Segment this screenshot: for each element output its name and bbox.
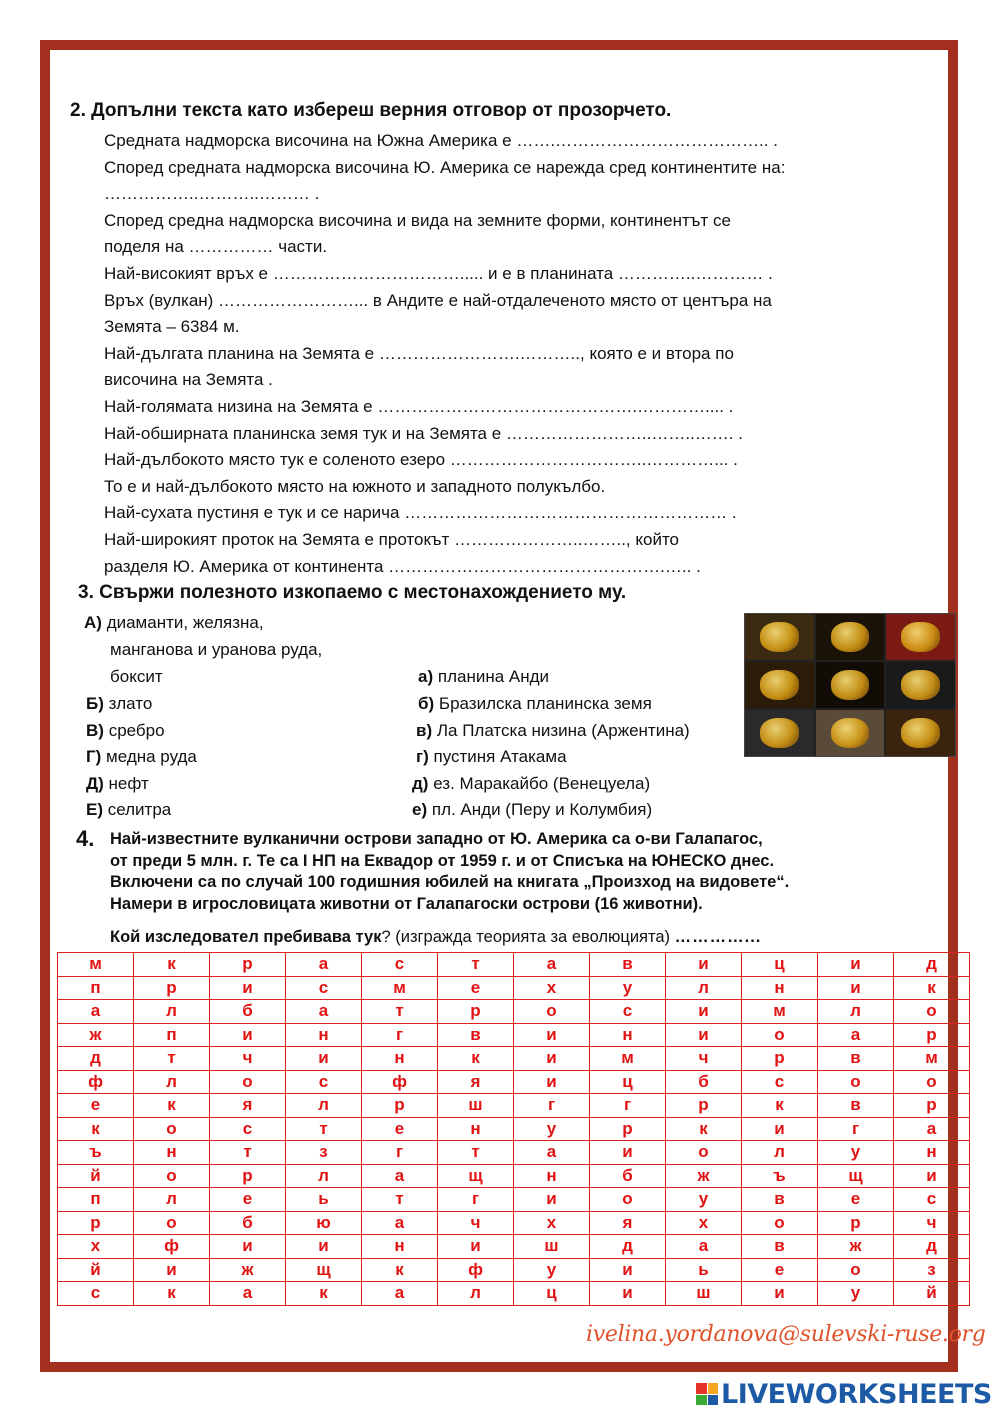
grid-cell[interactable]: ю	[286, 1211, 362, 1235]
grid-cell[interactable]: к	[134, 953, 210, 977]
location-letter: в)	[416, 721, 433, 740]
mineral-letter: В)	[86, 721, 104, 740]
grid-row	[58, 1188, 970, 1212]
grid-cell[interactable]: и	[134, 1258, 210, 1282]
grid-cell[interactable]: ф	[58, 1070, 134, 1094]
grid-cell[interactable]: ж	[210, 1258, 286, 1282]
q2-line: Връх (вулкан) ……………………... в Андите е най-отдалеченото място от центъра на	[104, 290, 772, 310]
grid-cell[interactable]: й	[894, 1282, 970, 1306]
grid-cell[interactable]: т	[134, 1047, 210, 1071]
grid-cell[interactable]: и	[514, 1188, 590, 1212]
grid-cell[interactable]: ь	[286, 1188, 362, 1212]
mineral-text: сребро	[108, 721, 165, 740]
grid-cell[interactable]: м	[58, 953, 134, 977]
grid-cell[interactable]: у	[590, 976, 666, 1000]
grid-cell[interactable]: о	[590, 1188, 666, 1212]
brand-icon-square	[708, 1395, 719, 1406]
grid-cell[interactable]: ш	[666, 1282, 742, 1306]
location-text: планина Анди	[437, 667, 550, 686]
mineral-text: нефт	[108, 774, 149, 793]
grid-cell[interactable]: р	[210, 1164, 286, 1188]
mineral-text: медна руда	[106, 747, 197, 766]
grid-cell[interactable]: ф	[362, 1070, 438, 1094]
grid-cell[interactable]: д	[58, 1047, 134, 1071]
grid-cell[interactable]: р	[438, 1000, 514, 1024]
grid-cell[interactable]: й	[58, 1164, 134, 1188]
grid-cell[interactable]: е	[742, 1258, 818, 1282]
grid-cell[interactable]: р	[590, 1117, 666, 1141]
mineral-item-e	[86, 798, 171, 822]
mineral-item-d	[86, 772, 149, 796]
grid-cell[interactable]: о	[514, 1000, 590, 1024]
grid-row	[58, 953, 970, 977]
question-2-title: 2. Допълни текста като избереш верния отговор от прозорчето.	[70, 100, 672, 121]
word-search-grid	[57, 952, 970, 1306]
grid-cell[interactable]: ч	[666, 1047, 742, 1071]
question-4-text	[110, 829, 789, 915]
grid-cell[interactable]: и	[210, 976, 286, 1000]
grid-cell[interactable]: ц	[514, 1282, 590, 1306]
grid-cell[interactable]: р	[894, 1094, 970, 1118]
grid-cell[interactable]: л	[742, 1141, 818, 1165]
q2-line: То е и най-дълбокото място на южното и западното полукълбо.	[104, 476, 606, 496]
grid-cell[interactable]: в	[818, 1094, 894, 1118]
grid-cell[interactable]: к	[286, 1282, 362, 1306]
grid-cell[interactable]: и	[818, 976, 894, 1000]
grid-cell[interactable]: р	[894, 1023, 970, 1047]
grid-cell[interactable]: п	[58, 1188, 134, 1212]
artifact-photo	[886, 710, 955, 756]
grid-row	[58, 1141, 970, 1165]
grid-cell[interactable]: н	[362, 1047, 438, 1071]
grid-cell[interactable]: т	[438, 1141, 514, 1165]
grid-cell[interactable]: я	[438, 1070, 514, 1094]
grid-row	[58, 1258, 970, 1282]
artifact-photo	[816, 662, 885, 708]
grid-cell[interactable]: т	[362, 1188, 438, 1212]
q2-line: Най-високият връх е ……………………………..... и е в планината …………..………… .	[104, 263, 773, 283]
grid-cell[interactable]: и	[818, 953, 894, 977]
location-item-a	[418, 665, 549, 689]
grid-cell[interactable]: в	[742, 1235, 818, 1259]
grid-cell[interactable]: м	[894, 1047, 970, 1071]
grid-cell[interactable]: у	[514, 1117, 590, 1141]
grid-cell[interactable]: г	[514, 1094, 590, 1118]
grid-cell[interactable]: о	[742, 1211, 818, 1235]
grid-cell[interactable]: г	[590, 1094, 666, 1118]
grid-cell[interactable]: к	[58, 1117, 134, 1141]
mineral-letter: Б)	[86, 694, 104, 713]
grid-cell[interactable]: у	[666, 1188, 742, 1212]
grid-cell[interactable]: р	[210, 953, 286, 977]
location-letter: е)	[412, 800, 428, 819]
grid-cell[interactable]: а	[818, 1023, 894, 1047]
grid-cell[interactable]: р	[742, 1047, 818, 1071]
mineral-text: диаманти, желязна,	[106, 613, 264, 632]
grid-cell[interactable]: о	[666, 1141, 742, 1165]
grid-cell[interactable]: к	[362, 1258, 438, 1282]
grid-row	[58, 976, 970, 1000]
grid-cell[interactable]: и	[286, 1047, 362, 1071]
grid-row	[58, 1164, 970, 1188]
grid-cell[interactable]: р	[666, 1094, 742, 1118]
question-3-title: 3. Свържи полезното изкопаемо с местонахождението му.	[78, 582, 627, 603]
grid-cell[interactable]: и	[742, 1282, 818, 1306]
grid-cell[interactable]: ф	[134, 1235, 210, 1259]
grid-cell[interactable]: д	[894, 1235, 970, 1259]
location-letter: д)	[412, 774, 429, 793]
q2-line: Най-дългата планина на Земята е …………………….……….., която е и втора по	[104, 343, 734, 363]
grid-cell[interactable]: а	[58, 1000, 134, 1024]
grid-cell[interactable]: о	[742, 1023, 818, 1047]
grid-cell[interactable]: н	[514, 1164, 590, 1188]
worksheet-page	[50, 50, 986, 1362]
grid-cell[interactable]: с	[58, 1282, 134, 1306]
q2-line: Средната надморска височина на Южна Америка е …….……………………………….. .	[104, 131, 778, 150]
grid-cell[interactable]: а	[286, 953, 362, 977]
mineral-letter: Г)	[86, 747, 102, 766]
artifact-photo	[886, 662, 955, 708]
grid-cell[interactable]: ж	[818, 1235, 894, 1259]
grid-cell[interactable]: л	[286, 1164, 362, 1188]
grid-cell[interactable]: е	[438, 976, 514, 1000]
grid-cell[interactable]: о	[894, 1070, 970, 1094]
grid-cell[interactable]: д	[590, 1235, 666, 1259]
brand-icon-square	[696, 1383, 707, 1394]
grid-cell[interactable]: х	[514, 976, 590, 1000]
location-item-g	[416, 745, 567, 769]
grid-cell[interactable]: о	[210, 1070, 286, 1094]
grid-cell[interactable]: к	[666, 1117, 742, 1141]
grid-cell[interactable]: к	[438, 1047, 514, 1071]
grid-cell[interactable]: у	[818, 1282, 894, 1306]
grid-cell[interactable]: х	[514, 1211, 590, 1235]
grid-cell[interactable]: о	[818, 1070, 894, 1094]
grid-cell[interactable]: и	[514, 1070, 590, 1094]
grid-cell[interactable]: с	[590, 1000, 666, 1024]
grid-cell[interactable]: ц	[590, 1070, 666, 1094]
mineral-item-b	[86, 692, 152, 716]
grid-cell[interactable]: с	[286, 1070, 362, 1094]
grid-cell[interactable]: в	[742, 1188, 818, 1212]
grid-row	[58, 1094, 970, 1118]
grid-cell[interactable]: л	[438, 1282, 514, 1306]
grid-cell[interactable]: о	[818, 1258, 894, 1282]
grid-cell[interactable]: ф	[438, 1258, 514, 1282]
mineral-item-v	[86, 719, 165, 743]
artifact-photo	[745, 662, 814, 708]
grid-cell[interactable]: н	[286, 1023, 362, 1047]
grid-cell[interactable]: а	[514, 953, 590, 977]
grid-cell[interactable]: г	[818, 1117, 894, 1141]
grid-cell[interactable]: н	[134, 1141, 210, 1165]
grid-cell[interactable]: т	[438, 953, 514, 977]
q4-line: Най-известните вулканични острови западно от Ю. Америка са о-ви Галапагос,	[110, 830, 763, 848]
grid-cell[interactable]: м	[742, 1000, 818, 1024]
grid-row	[58, 1047, 970, 1071]
grid-cell[interactable]: а	[362, 1211, 438, 1235]
ask-bold: Кой изследовател пребивава тук	[110, 928, 382, 946]
grid-cell[interactable]: и	[514, 1023, 590, 1047]
grid-cell[interactable]: т	[362, 1000, 438, 1024]
grid-cell[interactable]: в	[590, 953, 666, 977]
grid-cell[interactable]: й	[58, 1258, 134, 1282]
grid-cell[interactable]: в	[438, 1023, 514, 1047]
q2-line: ……………..………..……… .	[104, 184, 320, 204]
grid-row	[58, 1023, 970, 1047]
artifact-photo	[816, 710, 885, 756]
grid-cell[interactable]: б	[210, 1211, 286, 1235]
grid-cell[interactable]: с	[742, 1070, 818, 1094]
grid-cell[interactable]: ъ	[742, 1164, 818, 1188]
grid-cell[interactable]: л	[134, 1188, 210, 1212]
brand-name: LIVEWORKSHEETS	[721, 1378, 992, 1410]
grid-cell[interactable]: м	[362, 976, 438, 1000]
grid-cell[interactable]: и	[742, 1117, 818, 1141]
grid-cell[interactable]: и	[210, 1235, 286, 1259]
grid-cell[interactable]: к	[134, 1094, 210, 1118]
grid-cell[interactable]: о	[134, 1164, 210, 1188]
grid-cell[interactable]: с	[894, 1188, 970, 1212]
ask-rest: ? (изгражда теорията за еволюцията)	[381, 928, 675, 946]
grid-cell[interactable]: о	[894, 1000, 970, 1024]
grid-cell[interactable]: р	[58, 1211, 134, 1235]
worksheet-frame	[40, 40, 986, 1372]
mineral-item-a-line-2: манганова и уранова руда,	[110, 640, 323, 659]
grid-cell[interactable]: я	[210, 1094, 286, 1118]
grid-cell[interactable]: е	[210, 1188, 286, 1212]
artifact-photo	[745, 710, 814, 756]
q2-line: Най-обширната планинска земя тук и на Земята е ……………………..……..……. .	[104, 423, 743, 443]
grid-cell[interactable]: ч	[438, 1211, 514, 1235]
location-text: Ла Платска низина (Аржентина)	[436, 721, 690, 740]
grid-cell[interactable]: х	[666, 1211, 742, 1235]
grid-cell[interactable]: т	[286, 1117, 362, 1141]
grid-cell[interactable]: щ	[818, 1164, 894, 1188]
grid-cell[interactable]: х	[58, 1235, 134, 1259]
grid-cell[interactable]: ш	[438, 1094, 514, 1118]
grid-cell[interactable]: а	[362, 1282, 438, 1306]
grid-cell[interactable]: а	[514, 1141, 590, 1165]
mineral-text: селитра	[107, 800, 172, 819]
question-2-text	[104, 128, 934, 580]
grid-cell[interactable]: и	[590, 1258, 666, 1282]
mineral-item-g	[86, 745, 197, 769]
grid-cell[interactable]: и	[894, 1164, 970, 1188]
mineral-text: злато	[108, 694, 153, 713]
grid-cell[interactable]: з	[894, 1258, 970, 1282]
location-item-d	[412, 772, 650, 796]
grid-row	[58, 1211, 970, 1235]
artifact-photo	[816, 614, 885, 660]
q2-line: Най-голямата низина на Земята е ……………………………………….………….... .	[104, 396, 734, 416]
grid-cell[interactable]: с	[286, 976, 362, 1000]
mineral-item-a	[84, 611, 264, 635]
q2-line: височина на Земята .	[104, 370, 273, 390]
mineral-letter: Е)	[86, 800, 103, 819]
grid-cell[interactable]: и	[666, 1000, 742, 1024]
grid-cell[interactable]: и	[210, 1023, 286, 1047]
grid-cell[interactable]: у	[514, 1258, 590, 1282]
question-4-ask	[110, 928, 761, 947]
grid-cell[interactable]: и	[514, 1047, 590, 1071]
q2-line: поделя на …………… части.	[104, 237, 328, 257]
q2-line: Според средна надморска височина и вида на земните форми, континентът се	[104, 210, 731, 230]
grid-cell[interactable]: и	[666, 953, 742, 977]
grid-cell[interactable]: и	[590, 1282, 666, 1306]
grid-cell[interactable]: а	[286, 1000, 362, 1024]
grid-cell[interactable]: е	[58, 1094, 134, 1118]
grid-cell[interactable]: н	[894, 1141, 970, 1165]
author-email-signature: ivelina.yordanova@sulevski-ruse.org	[586, 1322, 986, 1347]
grid-row	[58, 1235, 970, 1259]
grid-cell[interactable]: л	[134, 1070, 210, 1094]
grid-cell[interactable]: р	[134, 976, 210, 1000]
grid-cell[interactable]: п	[134, 1023, 210, 1047]
grid-cell[interactable]: у	[818, 1141, 894, 1165]
location-text: ез. Маракайбо (Венецуела)	[433, 774, 651, 793]
q4-line: от преди 5 млн. г. Те са I НП на Еквадор от 1959 г. и от Списъка на ЮНЕСКО днес.	[110, 851, 775, 870]
grid-cell[interactable]: н	[362, 1235, 438, 1259]
grid-cell[interactable]: а	[894, 1117, 970, 1141]
grid-row	[58, 1117, 970, 1141]
q2-line: Земята – 6384 м.	[104, 317, 240, 337]
grid-cell[interactable]: а	[362, 1164, 438, 1188]
grid-cell[interactable]: ж	[58, 1023, 134, 1047]
q2-line: разделя Ю. Америка от континента ………………………………………….….. .	[104, 556, 701, 576]
grid-cell[interactable]: ч	[894, 1211, 970, 1235]
location-letter: г)	[416, 747, 429, 766]
mineral-letter: А)	[84, 613, 102, 632]
location-text: пустиня Атакама	[433, 747, 567, 766]
artifact-photo	[745, 614, 814, 660]
q4-line: Включени са по случай 100 годишния юбилей на книгата „Произход на видовете“.	[110, 873, 790, 891]
grid-cell[interactable]: д	[894, 953, 970, 977]
grid-cell[interactable]: з	[286, 1141, 362, 1165]
grid-cell[interactable]: к	[742, 1094, 818, 1118]
grid-cell[interactable]: н	[590, 1023, 666, 1047]
grid-cell[interactable]: б	[666, 1070, 742, 1094]
grid-cell[interactable]: с	[362, 953, 438, 977]
artifact-photo	[886, 614, 955, 660]
grid-cell[interactable]: л	[666, 976, 742, 1000]
grid-cell[interactable]: к	[894, 976, 970, 1000]
grid-cell[interactable]: ь	[666, 1258, 742, 1282]
brand-icon-square	[696, 1395, 707, 1406]
grid-row	[58, 1282, 970, 1306]
grid-cell[interactable]: ж	[666, 1164, 742, 1188]
location-item-e	[412, 798, 652, 822]
grid-cell[interactable]: м	[590, 1047, 666, 1071]
grid-cell[interactable]: ц	[742, 953, 818, 977]
q2-line: Най-широкият проток на Земята е протокът …………………..…….., който	[104, 529, 679, 549]
grid-cell[interactable]: щ	[286, 1258, 362, 1282]
grid-cell[interactable]: щ	[438, 1164, 514, 1188]
answer-blank[interactable]: …………...	[674, 928, 762, 946]
location-text: Бразилска планинска земя	[438, 694, 652, 713]
location-item-v	[416, 719, 690, 743]
grid-cell[interactable]: а	[210, 1282, 286, 1306]
grid-cell[interactable]: б	[590, 1164, 666, 1188]
grid-cell[interactable]: а	[666, 1235, 742, 1259]
q4-line: Намери в игрословицата животни от Галапагоски острови (16 животни).	[110, 894, 703, 913]
grid-cell[interactable]: е	[362, 1117, 438, 1141]
grid-cell[interactable]: ъ	[58, 1141, 134, 1165]
brand-icon	[696, 1383, 718, 1405]
grid-cell[interactable]: в	[818, 1047, 894, 1071]
grid-cell[interactable]: л	[286, 1094, 362, 1118]
gold-artifacts-collage	[744, 613, 956, 757]
grid-row	[58, 1000, 970, 1024]
location-text: пл. Анди (Перу и Колумбия)	[431, 800, 653, 819]
grid-cell[interactable]: п	[58, 976, 134, 1000]
location-letter: б)	[418, 694, 435, 713]
grid-cell[interactable]: к	[134, 1282, 210, 1306]
grid-cell[interactable]: н	[438, 1117, 514, 1141]
grid-cell[interactable]: ч	[210, 1047, 286, 1071]
grid-row	[58, 1070, 970, 1094]
grid-cell[interactable]: и	[438, 1235, 514, 1259]
location-item-b	[418, 692, 652, 716]
grid-cell[interactable]: б	[210, 1000, 286, 1024]
mineral-item-a-line-3: боксит	[110, 667, 163, 686]
grid-cell[interactable]: л	[818, 1000, 894, 1024]
grid-cell[interactable]: и	[666, 1023, 742, 1047]
brand-icon-square	[708, 1383, 719, 1394]
grid-cell[interactable]: г	[438, 1188, 514, 1212]
grid-cell[interactable]: н	[742, 976, 818, 1000]
location-letter: а)	[418, 667, 434, 686]
grid-cell[interactable]: р	[818, 1211, 894, 1235]
grid-cell[interactable]: т	[210, 1141, 286, 1165]
grid-cell[interactable]: ш	[514, 1235, 590, 1259]
grid-cell[interactable]: л	[134, 1000, 210, 1024]
q2-line: Най-дълбокото място тук е соленото езеро ……………………………..…………... .	[104, 450, 738, 470]
question-4-number: 4.	[76, 826, 95, 851]
grid-cell[interactable]: г	[362, 1023, 438, 1047]
grid-cell[interactable]: и	[590, 1141, 666, 1165]
grid-cell[interactable]: я	[590, 1211, 666, 1235]
grid-cell[interactable]: о	[134, 1117, 210, 1141]
grid-cell[interactable]: с	[210, 1117, 286, 1141]
q2-line: Най-сухата пустиня е тук и се нарича ………………………………………………… .	[104, 503, 737, 523]
grid-cell[interactable]: р	[362, 1094, 438, 1118]
liveworksheets-logo	[696, 1379, 992, 1409]
grid-cell[interactable]: и	[286, 1235, 362, 1259]
mineral-letter: Д)	[86, 774, 104, 793]
q2-line: Според средната надморска височина Ю. Америка се нарежда сред континентите на:	[104, 157, 786, 177]
grid-cell[interactable]: г	[362, 1141, 438, 1165]
grid-cell[interactable]: е	[818, 1188, 894, 1212]
grid-cell[interactable]: о	[134, 1211, 210, 1235]
